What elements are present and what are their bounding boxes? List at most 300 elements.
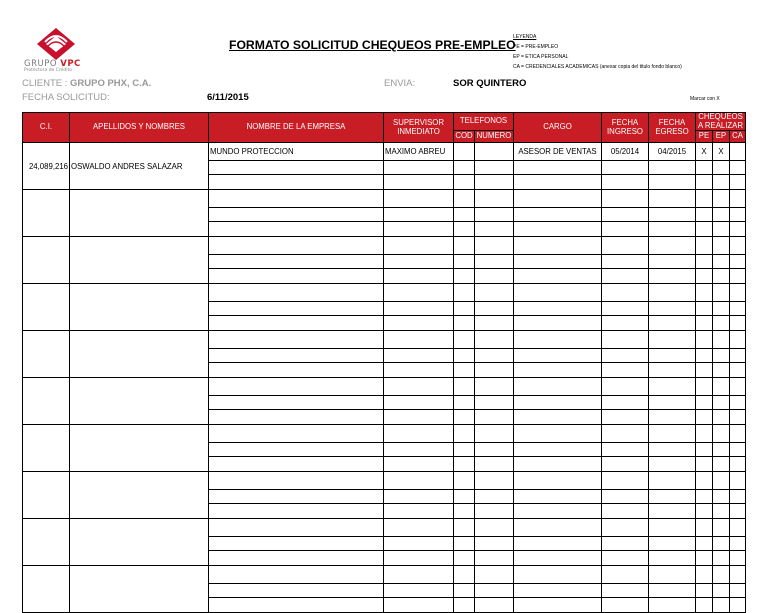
numero-cell bbox=[475, 190, 514, 208]
empresa-cell bbox=[209, 490, 384, 504]
numero-cell bbox=[475, 237, 514, 255]
cliente-label: CLIENTE : bbox=[22, 78, 68, 89]
table-row bbox=[23, 425, 746, 443]
table-row bbox=[23, 519, 746, 537]
cargo-cell bbox=[514, 269, 602, 284]
numero-cell bbox=[475, 410, 514, 425]
cargo-cell bbox=[514, 222, 602, 237]
pe-check-cell bbox=[696, 284, 713, 302]
fecha-egreso-cell bbox=[649, 472, 696, 490]
empresa-cell bbox=[209, 537, 384, 551]
ca-check-cell bbox=[730, 208, 746, 222]
pe-check-cell bbox=[696, 410, 713, 425]
cod-cell bbox=[454, 519, 475, 537]
fecha-ingreso-cell bbox=[602, 331, 649, 349]
supervisor-cell bbox=[384, 504, 454, 519]
cod-cell bbox=[454, 222, 475, 237]
ep-check-cell bbox=[713, 490, 730, 504]
pe-check-cell bbox=[696, 519, 713, 537]
empresa-cell bbox=[209, 504, 384, 519]
cargo-cell bbox=[514, 175, 602, 190]
cod-cell bbox=[454, 237, 475, 255]
supervisor-cell bbox=[384, 237, 454, 255]
ep-check-cell bbox=[713, 316, 730, 331]
ca-check-cell bbox=[730, 190, 746, 208]
fecha-ingreso-cell bbox=[602, 222, 649, 237]
fecha-ingreso-cell bbox=[602, 396, 649, 410]
marcar-note: Marcar con X bbox=[690, 96, 720, 102]
ca-check-cell bbox=[730, 175, 746, 190]
numero-cell bbox=[475, 378, 514, 396]
fecha-egreso-cell bbox=[649, 551, 696, 566]
apellidos-cell bbox=[70, 378, 209, 425]
cargo-cell bbox=[514, 237, 602, 255]
ep-check-cell bbox=[713, 519, 730, 537]
fecha-egreso-cell bbox=[649, 504, 696, 519]
document-title: FORMATO SOLICITUD CHEQUEOS PRE-EMPLEO bbox=[229, 38, 516, 52]
fecha-ingreso-cell bbox=[602, 566, 649, 584]
empresa-cell bbox=[209, 349, 384, 363]
cod-cell bbox=[454, 396, 475, 410]
fecha-egreso-cell bbox=[649, 490, 696, 504]
ca-check-cell bbox=[730, 551, 746, 566]
cod-cell bbox=[454, 566, 475, 584]
cod-cell bbox=[454, 302, 475, 316]
ca-check-cell bbox=[730, 410, 746, 425]
numero-cell bbox=[475, 443, 514, 457]
cargo-cell: ASESOR DE VENTAS bbox=[514, 143, 602, 161]
header-empresa: NOMBRE DE LA EMPRESA bbox=[209, 113, 384, 143]
numero-cell bbox=[475, 457, 514, 472]
numero-cell bbox=[475, 537, 514, 551]
ci-cell: 24,089,216 bbox=[23, 143, 70, 190]
table-row bbox=[23, 331, 746, 349]
pe-check-cell bbox=[696, 222, 713, 237]
numero-cell bbox=[475, 598, 514, 613]
legend bbox=[513, 32, 682, 72]
fecha-ingreso-cell: 05/2014 bbox=[602, 143, 649, 161]
pe-check-cell bbox=[696, 190, 713, 208]
empresa-cell bbox=[209, 598, 384, 613]
cod-cell bbox=[454, 378, 475, 396]
header-pe: PE bbox=[696, 131, 713, 143]
numero-cell bbox=[475, 425, 514, 443]
fecha-egreso-cell bbox=[649, 363, 696, 378]
cod-cell bbox=[454, 363, 475, 378]
cod-cell bbox=[454, 443, 475, 457]
fecha-egreso-cell bbox=[649, 302, 696, 316]
pe-check-cell bbox=[696, 331, 713, 349]
apellidos-cell bbox=[70, 190, 209, 237]
pe-check-cell bbox=[696, 472, 713, 490]
fecha-egreso-cell bbox=[649, 316, 696, 331]
supervisor-cell bbox=[384, 537, 454, 551]
apellidos-cell: OSWALDO ANDRES SALAZAR bbox=[70, 143, 209, 190]
ci-cell bbox=[23, 331, 70, 378]
empresa-cell bbox=[209, 175, 384, 190]
ca-check-cell bbox=[730, 519, 746, 537]
numero-cell bbox=[475, 222, 514, 237]
ep-check-cell bbox=[713, 598, 730, 613]
fecha-ingreso-cell bbox=[602, 349, 649, 363]
pe-check-cell bbox=[696, 255, 713, 269]
numero-cell bbox=[475, 490, 514, 504]
supervisor-cell bbox=[384, 457, 454, 472]
ep-check-cell bbox=[713, 255, 730, 269]
ep-check-cell bbox=[713, 504, 730, 519]
cargo-cell bbox=[514, 161, 602, 175]
cargo-cell bbox=[514, 490, 602, 504]
fecha-solicitud-value: 6/11/2015 bbox=[207, 92, 249, 103]
pe-check-cell bbox=[696, 378, 713, 396]
numero-cell bbox=[475, 363, 514, 378]
cargo-cell bbox=[514, 504, 602, 519]
cod-cell bbox=[454, 175, 475, 190]
apellidos-cell bbox=[70, 284, 209, 331]
fecha-ingreso-cell bbox=[602, 175, 649, 190]
fecha-ingreso-cell bbox=[602, 255, 649, 269]
cod-cell bbox=[454, 349, 475, 363]
ep-check-cell bbox=[713, 161, 730, 175]
supervisor-cell bbox=[384, 519, 454, 537]
supervisor-cell bbox=[384, 472, 454, 490]
fecha-egreso-cell bbox=[649, 237, 696, 255]
cargo-cell bbox=[514, 396, 602, 410]
ep-check-cell bbox=[713, 396, 730, 410]
logo-text: GRUPO VPC bbox=[24, 59, 81, 69]
empresa-cell bbox=[209, 161, 384, 175]
fecha-egreso-cell bbox=[649, 396, 696, 410]
supervisor-cell bbox=[384, 443, 454, 457]
pe-check-cell bbox=[696, 425, 713, 443]
fecha-ingreso-cell bbox=[602, 490, 649, 504]
cod-cell bbox=[454, 504, 475, 519]
ca-check-cell bbox=[730, 349, 746, 363]
ep-check-cell bbox=[713, 472, 730, 490]
empresa-cell bbox=[209, 425, 384, 443]
supervisor-cell bbox=[384, 363, 454, 378]
numero-cell bbox=[475, 161, 514, 175]
supervisor-cell bbox=[384, 269, 454, 284]
numero-cell bbox=[475, 284, 514, 302]
numero-cell bbox=[475, 396, 514, 410]
cod-cell bbox=[454, 331, 475, 349]
empresa-cell bbox=[209, 378, 384, 396]
pe-check-cell bbox=[696, 598, 713, 613]
supervisor-cell bbox=[384, 161, 454, 175]
ep-check-cell bbox=[713, 443, 730, 457]
ca-check-cell bbox=[730, 584, 746, 598]
pe-check-cell bbox=[696, 490, 713, 504]
empresa-cell bbox=[209, 519, 384, 537]
fecha-egreso-cell bbox=[649, 443, 696, 457]
supervisor-cell bbox=[384, 598, 454, 613]
header-cargo: CARGO bbox=[514, 113, 602, 143]
ca-check-cell bbox=[730, 302, 746, 316]
empresa-cell bbox=[209, 551, 384, 566]
empresa-cell bbox=[209, 208, 384, 222]
cargo-cell bbox=[514, 331, 602, 349]
ca-check-cell bbox=[730, 490, 746, 504]
fecha-egreso-cell bbox=[649, 284, 696, 302]
cod-cell bbox=[454, 410, 475, 425]
numero-cell bbox=[475, 584, 514, 598]
envia-value: SOR QUINTERO bbox=[453, 78, 527, 89]
cargo-cell bbox=[514, 190, 602, 208]
cod-cell bbox=[454, 255, 475, 269]
ca-check-cell bbox=[730, 396, 746, 410]
supervisor-cell: MAXIMO ABREU bbox=[384, 143, 454, 161]
cargo-cell bbox=[514, 410, 602, 425]
ca-check-cell bbox=[730, 143, 746, 161]
supervisor-cell bbox=[384, 208, 454, 222]
fecha-ingreso-cell bbox=[602, 457, 649, 472]
numero-cell bbox=[475, 175, 514, 190]
ep-check-cell bbox=[713, 349, 730, 363]
fecha-egreso-cell bbox=[649, 598, 696, 613]
empresa-cell bbox=[209, 190, 384, 208]
fecha-egreso-cell bbox=[649, 566, 696, 584]
ep-check-cell bbox=[713, 425, 730, 443]
cod-cell bbox=[454, 208, 475, 222]
numero-cell bbox=[475, 349, 514, 363]
numero-cell bbox=[475, 551, 514, 566]
empresa-cell bbox=[209, 443, 384, 457]
numero-cell bbox=[475, 519, 514, 537]
ci-cell bbox=[23, 284, 70, 331]
ca-check-cell bbox=[730, 222, 746, 237]
fecha-ingreso-cell bbox=[602, 410, 649, 425]
header-numero: NUMERO bbox=[475, 131, 514, 143]
fecha-ingreso-cell bbox=[602, 237, 649, 255]
ci-cell bbox=[23, 519, 70, 566]
pe-check-cell bbox=[696, 208, 713, 222]
cargo-cell bbox=[514, 284, 602, 302]
cod-cell bbox=[454, 584, 475, 598]
ca-check-cell bbox=[730, 161, 746, 175]
fecha-egreso-cell bbox=[649, 175, 696, 190]
fecha-egreso-cell bbox=[649, 222, 696, 237]
fecha-egreso-cell bbox=[649, 208, 696, 222]
solicitud-table bbox=[22, 112, 746, 613]
cargo-cell bbox=[514, 537, 602, 551]
header-fecha-egreso: FECHA EGRESO bbox=[649, 113, 696, 143]
cargo-cell bbox=[514, 457, 602, 472]
cargo-cell bbox=[514, 363, 602, 378]
table-row bbox=[23, 190, 746, 208]
fecha-ingreso-cell bbox=[602, 443, 649, 457]
ep-check-cell bbox=[713, 537, 730, 551]
ci-cell bbox=[23, 566, 70, 613]
supervisor-cell bbox=[384, 378, 454, 396]
numero-cell bbox=[475, 302, 514, 316]
pe-check-cell bbox=[696, 302, 713, 316]
ep-check-cell bbox=[713, 410, 730, 425]
cod-cell bbox=[454, 537, 475, 551]
cargo-cell bbox=[514, 349, 602, 363]
fecha-egreso-cell bbox=[649, 519, 696, 537]
fecha-ingreso-cell bbox=[602, 208, 649, 222]
fecha-ingreso-cell bbox=[602, 598, 649, 613]
fecha-ingreso-cell bbox=[602, 504, 649, 519]
fecha-ingreso-cell bbox=[602, 302, 649, 316]
empresa-cell bbox=[209, 396, 384, 410]
cliente-value: GRUPO PHX, C.A. bbox=[70, 78, 152, 89]
fecha-egreso-cell bbox=[649, 190, 696, 208]
ep-check-cell bbox=[713, 378, 730, 396]
empresa-cell bbox=[209, 566, 384, 584]
ci-cell bbox=[23, 190, 70, 237]
ep-check-cell bbox=[713, 208, 730, 222]
ep-check-cell bbox=[713, 302, 730, 316]
fecha-ingreso-cell bbox=[602, 537, 649, 551]
table-row bbox=[23, 378, 746, 396]
empresa-cell bbox=[209, 237, 384, 255]
ca-check-cell bbox=[730, 537, 746, 551]
fecha-ingreso-cell bbox=[602, 584, 649, 598]
pe-check-cell bbox=[696, 161, 713, 175]
numero-cell bbox=[475, 566, 514, 584]
header-cod: COD bbox=[454, 131, 475, 143]
empresa-cell bbox=[209, 255, 384, 269]
fecha-ingreso-cell bbox=[602, 472, 649, 490]
pe-check-cell bbox=[696, 349, 713, 363]
fecha-ingreso-cell bbox=[602, 269, 649, 284]
numero-cell bbox=[475, 255, 514, 269]
table-row bbox=[23, 472, 746, 490]
cargo-cell bbox=[514, 566, 602, 584]
pe-check-cell bbox=[696, 537, 713, 551]
empresa-cell bbox=[209, 269, 384, 284]
supervisor-cell bbox=[384, 316, 454, 331]
empresa-cell bbox=[209, 331, 384, 349]
table-body bbox=[23, 143, 746, 613]
ca-check-cell bbox=[730, 316, 746, 331]
ep-check-cell bbox=[713, 190, 730, 208]
supervisor-cell bbox=[384, 255, 454, 269]
supervisor-cell bbox=[384, 302, 454, 316]
ep-check-cell bbox=[713, 284, 730, 302]
ca-check-cell bbox=[730, 378, 746, 396]
pe-check-cell bbox=[696, 175, 713, 190]
ci-cell bbox=[23, 472, 70, 519]
cargo-cell bbox=[514, 443, 602, 457]
pe-check-cell bbox=[696, 566, 713, 584]
fecha-egreso-cell bbox=[649, 269, 696, 284]
cargo-cell bbox=[514, 425, 602, 443]
header-apellidos: APELLIDOS Y NOMBRES bbox=[70, 113, 209, 143]
cargo-cell bbox=[514, 519, 602, 537]
ep-check-cell bbox=[713, 566, 730, 584]
ca-check-cell bbox=[730, 255, 746, 269]
ca-check-cell bbox=[730, 269, 746, 284]
legend-item-ep: EP = ETICA PERSONAL bbox=[513, 54, 569, 60]
numero-cell bbox=[475, 208, 514, 222]
ep-check-cell bbox=[713, 584, 730, 598]
apellidos-cell bbox=[70, 237, 209, 284]
ca-check-cell bbox=[730, 472, 746, 490]
fecha-ingreso-cell bbox=[602, 190, 649, 208]
header-ci: C.I. bbox=[23, 113, 70, 143]
fecha-egreso-cell bbox=[649, 331, 696, 349]
envia-label: ENVIA: bbox=[384, 78, 416, 89]
header-ep: EP bbox=[713, 131, 730, 143]
cod-cell bbox=[454, 472, 475, 490]
legend-item-pe: PE = PRE-EMPLEO bbox=[513, 44, 559, 50]
fecha-egreso-cell bbox=[649, 425, 696, 443]
empresa-cell bbox=[209, 472, 384, 490]
cod-cell bbox=[454, 269, 475, 284]
fecha-ingreso-cell bbox=[602, 284, 649, 302]
empresa-cell bbox=[209, 302, 384, 316]
empresa-cell bbox=[209, 316, 384, 331]
cod-cell bbox=[454, 284, 475, 302]
supervisor-cell bbox=[384, 410, 454, 425]
ep-check-cell bbox=[713, 551, 730, 566]
table-row bbox=[23, 566, 746, 584]
apellidos-cell bbox=[70, 472, 209, 519]
supervisor-cell bbox=[384, 190, 454, 208]
numero-cell bbox=[475, 269, 514, 284]
ca-check-cell bbox=[730, 598, 746, 613]
pe-check-cell: X bbox=[696, 143, 713, 161]
supervisor-cell bbox=[384, 284, 454, 302]
ep-check-cell: X bbox=[713, 143, 730, 161]
cargo-cell bbox=[514, 255, 602, 269]
pe-check-cell bbox=[696, 443, 713, 457]
ep-check-cell bbox=[713, 269, 730, 284]
ep-check-cell bbox=[713, 237, 730, 255]
ca-check-cell bbox=[730, 443, 746, 457]
ep-check-cell bbox=[713, 222, 730, 237]
fecha-egreso-cell bbox=[649, 378, 696, 396]
empresa-cell bbox=[209, 457, 384, 472]
ci-cell bbox=[23, 425, 70, 472]
cod-cell bbox=[454, 161, 475, 175]
table-row bbox=[23, 143, 746, 161]
fecha-solicitud-label: FECHA SOLICITUD: bbox=[22, 92, 110, 103]
cod-cell bbox=[454, 190, 475, 208]
pe-check-cell bbox=[696, 584, 713, 598]
ep-check-cell bbox=[713, 457, 730, 472]
pe-check-cell bbox=[696, 551, 713, 566]
numero-cell bbox=[475, 472, 514, 490]
pe-check-cell bbox=[696, 316, 713, 331]
table-row bbox=[23, 284, 746, 302]
supervisor-cell bbox=[384, 175, 454, 190]
ci-cell bbox=[23, 378, 70, 425]
cargo-cell bbox=[514, 378, 602, 396]
header-ca: CA bbox=[730, 131, 746, 143]
supervisor-cell bbox=[384, 551, 454, 566]
fecha-ingreso-cell bbox=[602, 316, 649, 331]
fecha-ingreso-cell bbox=[602, 519, 649, 537]
cod-cell bbox=[454, 143, 475, 161]
logo-subtitle: Protectora de Crédito bbox=[24, 68, 73, 73]
fecha-ingreso-cell bbox=[602, 551, 649, 566]
supervisor-cell bbox=[384, 584, 454, 598]
supervisor-cell bbox=[384, 331, 454, 349]
ci-cell bbox=[23, 237, 70, 284]
legend-heading: LEYENDA bbox=[513, 34, 537, 40]
table-row bbox=[23, 237, 746, 255]
empresa-cell bbox=[209, 284, 384, 302]
numero-cell bbox=[475, 504, 514, 519]
cargo-cell bbox=[514, 472, 602, 490]
fecha-ingreso-cell bbox=[602, 425, 649, 443]
apellidos-cell bbox=[70, 331, 209, 378]
pe-check-cell bbox=[696, 396, 713, 410]
